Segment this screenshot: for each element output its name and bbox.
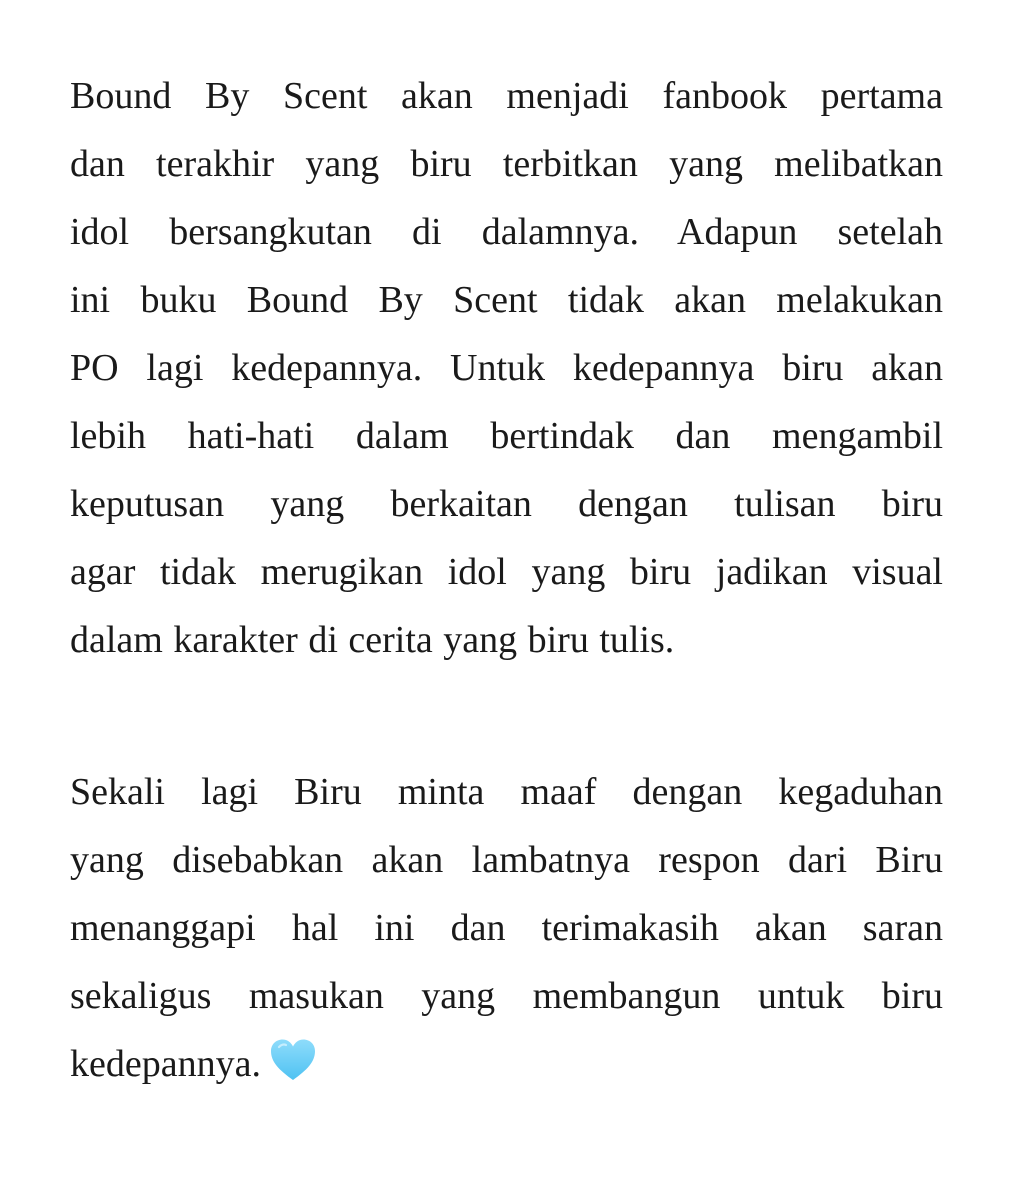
text-line-final: [70, 1030, 943, 1098]
paragraph-apology: [70, 758, 943, 1098]
text-line: dalam karakter di cerita yang biru tulis.: [70, 619, 675, 661]
text-line: idol bersangkutan di dalamnya. Adapun setelah: [70, 211, 943, 253]
paragraph-statement: [70, 62, 943, 674]
text-line: agar tidak merugikan idol yang biru jadikan visual: [70, 551, 943, 593]
text-line: ini buku Bound By Scent tidak akan melakukan: [70, 279, 943, 321]
text-line: Bound By Scent akan menjadi fanbook pertama: [70, 75, 943, 117]
text-line-final-text: kedepannya.: [70, 1043, 261, 1085]
text-line: sekaligus masukan yang membangun untuk biru: [70, 975, 943, 1017]
text-line: Sekali lagi Biru minta maaf dengan kegaduhan: [70, 771, 943, 813]
text-line: keputusan yang berkaitan dengan tulisan biru: [70, 483, 943, 525]
text-line: lebih hati-hati dalam bertindak dan mengambil: [70, 415, 943, 457]
light-blue-heart-icon: [269, 1036, 317, 1080]
text-line: menanggapi hal ini dan terimakasih akan saran: [70, 907, 943, 949]
text-line: dan terakhir yang biru terbitkan yang melibatkan: [70, 143, 943, 185]
text-line: PO lagi kedepannya. Untuk kedepannya biru akan: [70, 347, 943, 389]
text-line: yang disebabkan akan lambatnya respon dari Biru: [70, 839, 943, 881]
